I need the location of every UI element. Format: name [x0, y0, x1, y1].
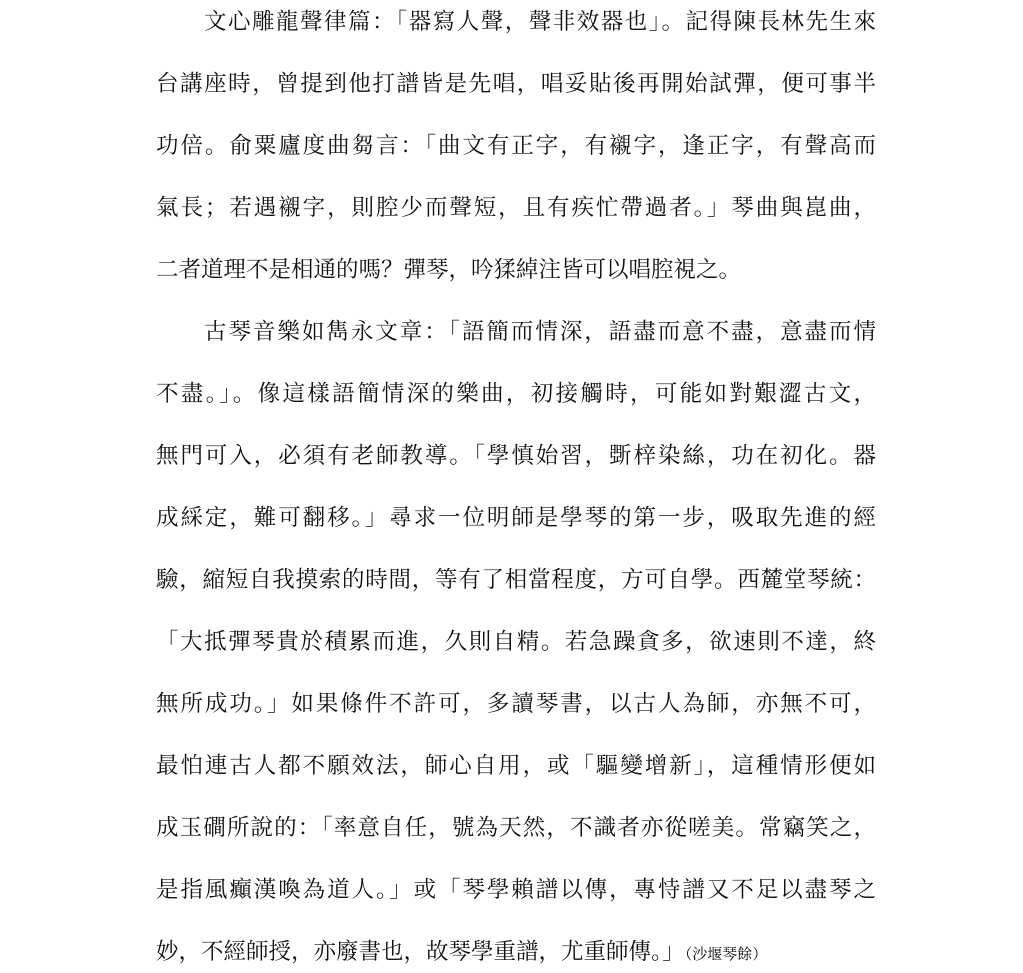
paragraph-2-line-2: 不盡。」。像這樣語簡情深的樂曲，初接觸時，可能如對艱澀古文， — [156, 381, 876, 407]
citation-source: （沙堰琴餘） — [684, 945, 768, 963]
paragraph-1-line-1: 文心雕龍聲律篇：「器寫人聲，聲非效器也」。記得陳長林先生來 — [204, 9, 876, 35]
paragraph-2-line-9: 成玉磵所說的：「率意自任，號為天然，不識者亦從嗟美。常竊笑之， — [156, 815, 876, 841]
paragraph-1-line-2: 台講座時，曾提到他打譜皆是先唱，唱妥貼後再開始試彈，便可事半 — [156, 71, 876, 97]
paragraph-2-line-8: 最怕連古人都不願效法，師心自用，或「驅變增新」，這種情形便如 — [156, 753, 876, 779]
paragraph-2-line-1: 古琴音樂如雋永文章：「語簡而情深，語盡而意不盡，意盡而情 — [204, 319, 876, 345]
paragraph-2-line-10: 是指風癲漢喚為道人。」或「琴學賴譜以傳，專恃譜又不足以盡琴之 — [156, 877, 876, 903]
paragraph-1-line-5: 二者道理不是相通的嗎？彈琴，吟猱綽注皆可以唱腔視之。 — [156, 257, 742, 283]
paragraph-2-line-3: 無門可入，必須有老師教導。「學慎始習，斲梓染絲，功在初化。器 — [156, 443, 876, 469]
paragraph-2-line-4: 成綵定，難可翻移。」尋求一位明師是學琴的第一步，吸取先進的經 — [156, 505, 876, 531]
paragraph-2-line-5: 驗，縮短自我摸索的時間，等有了相當程度，方可自學。西麓堂琴統： — [156, 567, 876, 593]
paragraph-2-line-6: 「大抵彈琴貴於積累而進，久則自精。若急躁貪多，欲速則不達，終 — [156, 629, 876, 655]
paragraph-2-line-11-text: 妙，不經師授，亦廢書也，故琴學重譜，尤重師傳。」 — [156, 939, 685, 965]
paragraph-1-line-4: 氣長；若遇襯字，則腔少而聲短，且有疾忙帶過者。」琴曲與崑曲， — [156, 195, 876, 221]
paragraph-2-line-7: 無所成功。」如果條件不許可，多讀琴書，以古人為師，亦無不可， — [156, 691, 876, 717]
paragraph-1-line-3: 功倍。俞粟廬度曲芻言：「曲文有正字，有襯字，逢正字，有聲高而 — [156, 133, 876, 159]
paragraph-2-line-11 — [156, 934, 876, 970]
